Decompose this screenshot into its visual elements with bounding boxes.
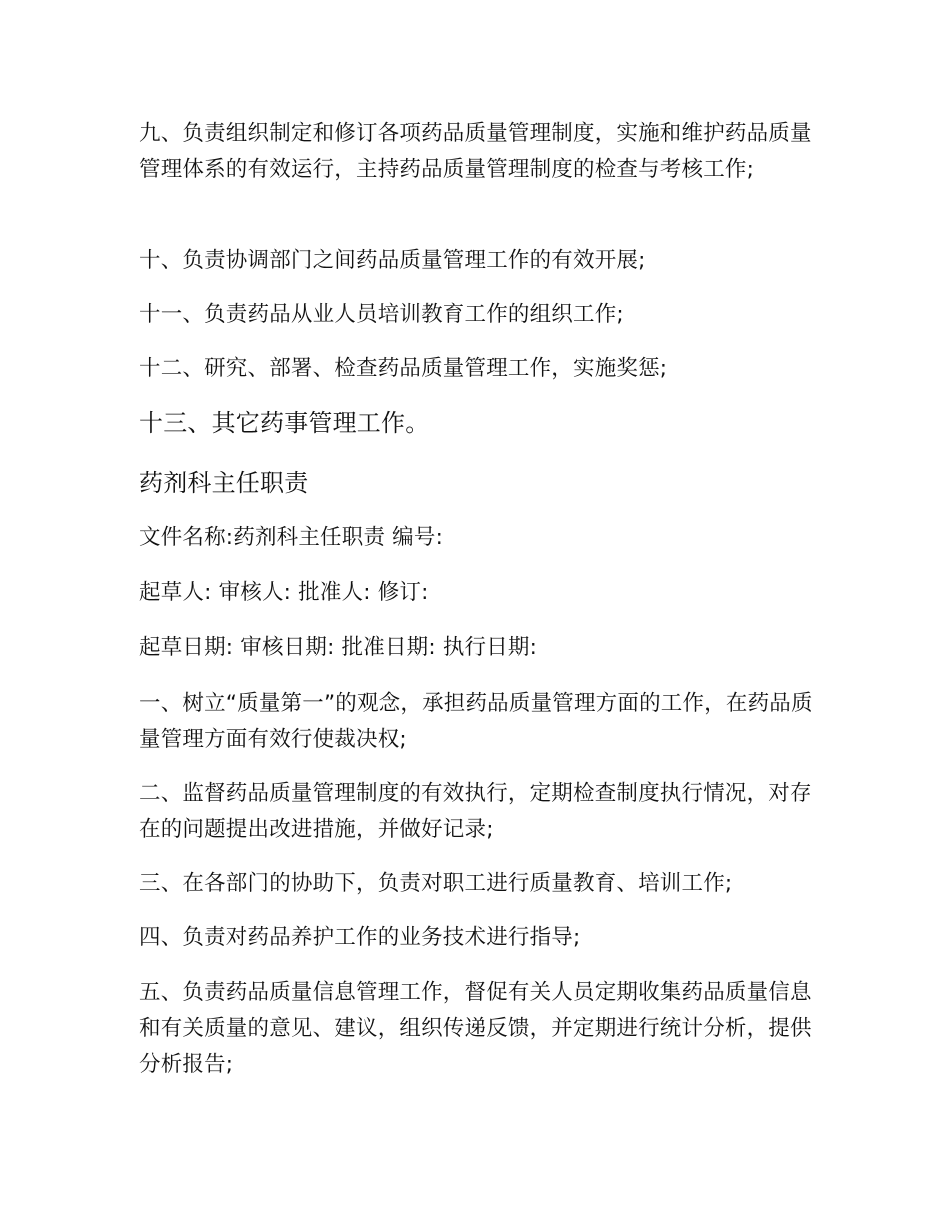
paragraph-nine: 九、负责组织制定和修订各项药品质量管理制度，实施和维护药品质量管理体系的有效运行，主持药品质量管理制度的检查与考核工作; — [139, 121, 812, 182]
section-title: 药剂科主任职责 — [139, 469, 309, 497]
meta-dates: 起草日期: 审核日期: 批准日期: 执行日期: — [139, 635, 538, 660]
paragraph-twelve: 十二、研究、部署、检查药品质量管理工作，实施奖惩; — [139, 356, 668, 381]
meta-people: 起草人: 审核人: 批准人: 修订: — [139, 580, 429, 605]
meta-file-name: 文件名称:药剂科主任职责 编号: — [139, 525, 444, 550]
paragraph-eleven: 十一、负责药品从业人员培训教育工作的组织工作; — [139, 302, 624, 327]
duty-five: 五、负责药品质量信息管理工作，督促有关人员定期收集药品质量信息和有关质量的意见、建议，组织传递反馈，并定期进行统计分析，提供分析报告; — [139, 980, 812, 1077]
duty-three: 三、在各部门的协助下，负责对职工进行质量教育、培训工作; — [139, 871, 733, 896]
duty-one: 一、树立“质量第一”的观念，承担药品质量管理方面的工作，在药品质量管理方面有效行使裁决权; — [139, 691, 813, 752]
duty-four: 四、负责对药品养护工作的业务技术进行指导; — [139, 925, 581, 950]
paragraph-ten: 十、负责协调部门之间药品质量管理工作的有效开展; — [139, 248, 646, 273]
duty-two: 二、监督药品质量管理制度的有效执行，定期检查制度执行情况，对存在的问题提出改进措施，并做好记录; — [139, 781, 812, 842]
paragraph-thirteen: 十三、其它药事管理工作。 — [139, 409, 430, 437]
